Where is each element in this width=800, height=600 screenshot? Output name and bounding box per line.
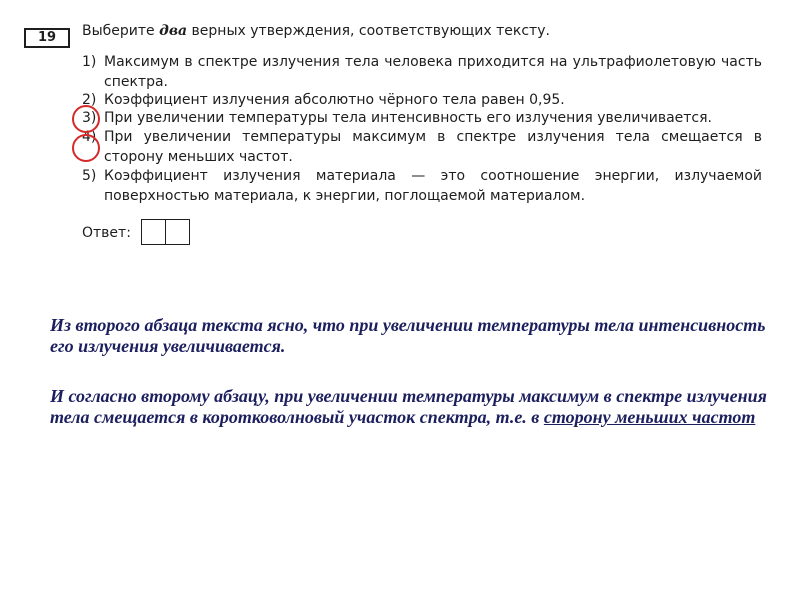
option-number: 4) <box>82 129 97 145</box>
question-title <box>82 22 550 40</box>
option-number: 3) <box>82 110 97 126</box>
option-number: 1) <box>82 54 97 70</box>
option-text: Максимум в спектре излучения тела человека приходится на ультрафиолетовую часть спектра. <box>104 54 762 90</box>
answer-label: Ответ: <box>82 225 131 241</box>
answer-cell-2[interactable] <box>165 219 190 245</box>
explanation-underlined-conclusion: сторону меньших частот <box>543 407 756 427</box>
explanation-paragraph-2 <box>50 386 770 428</box>
selection-circle-option-4 <box>72 134 100 162</box>
option-2 <box>82 90 762 110</box>
selection-circle-option-3 <box>72 105 100 133</box>
option-number: 5) <box>82 168 97 184</box>
task-number-box: 19 <box>24 28 70 48</box>
option-text: Коэффициент излучения абсолютно чёрного тела равен 0,95. <box>104 92 565 108</box>
explanation-paragraph-2-text: И согласно второму абзацу, при увеличении температуры максимум в спектре излучения тела смещается в коротковолновый участок спектра, т.е. в <box>50 386 767 427</box>
title-before: Выберите <box>82 23 160 39</box>
option-text: При увеличении температуры максимум в спектре излучения тела смещается в сторону меньших частот. <box>104 129 762 165</box>
option-1 <box>82 52 762 92</box>
title-after: верных утверждения, соответствующих тексту. <box>187 23 550 39</box>
title-emphasis: два <box>159 23 188 39</box>
answer-cell-1[interactable] <box>141 219 166 245</box>
option-5 <box>82 166 762 206</box>
option-text: При увеличении температуры тела интенсивность его излучения увеличивается. <box>104 110 712 126</box>
option-text: Коэффициент излучения материала — это соотношение энергии, излучаемой поверхностью материала, к энергии, поглощаемой материалом. <box>104 168 762 204</box>
option-number: 2) <box>82 92 97 108</box>
option-4 <box>82 127 762 167</box>
explanation-paragraph-1: Из второго абзаца текста ясно, что при увеличении температуры тела интенсивность его излучения увеличивается. <box>50 315 766 356</box>
option-3 <box>82 108 762 128</box>
